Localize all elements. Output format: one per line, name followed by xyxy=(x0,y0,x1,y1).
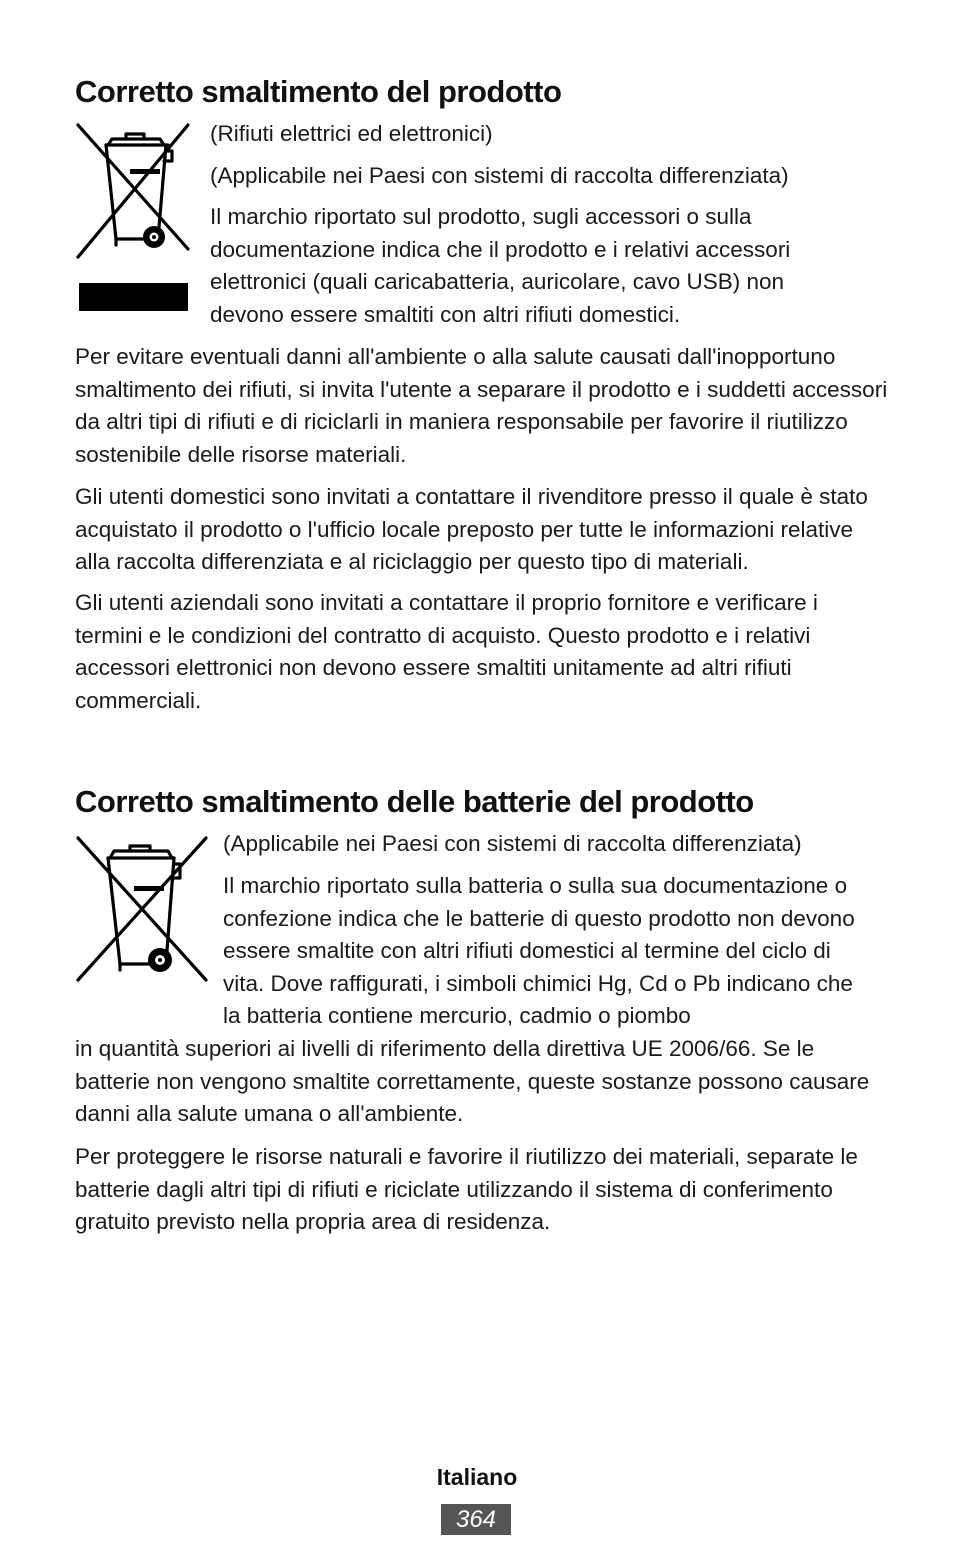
section2-mark-description: Il marchio riportato sulla batteria o sulla sua documentazione o confezione indica che le batterie di questo prodotto non devono essere smaltite con altri rifiuti domestici al termine del ciclo di vita. Dove raffigurati, i simboli chimici Hg, Cd o Pb indicano che la batteria contiene mercurio, cadmio o piombo xyxy=(223,873,855,1028)
crossed-out-wheelie-bin-icon xyxy=(74,121,194,313)
section2-mark-description-continued: in quantità superiori ai livelli di riferimento della direttiva UE 2006/66. Se le batterie non vengono smaltite correttamente, queste sostanze possono causare danni alla salute umana o all'ambiente. xyxy=(75,1036,870,1126)
section1-paragraph-business-users: Gli utenti aziendali sono invitati a contattare il proprio fornitore e verificare i termini e le condizioni del contratto di acquisto. Questo prodotto e i relativi accessori elettronici non devono essere smaltiti unitamente ad altri rifiuti commerciali. xyxy=(75,590,818,713)
page-number: 364 xyxy=(441,1504,511,1535)
crossed-out-battery-bin-icon xyxy=(74,834,210,984)
section1-applicability-note: (Applicabile nei Paesi con sistemi di raccolta differenziata) xyxy=(210,163,789,188)
section1-paragraph-domestic-users: Gli utenti domestici sono invitati a contattare il rivenditore presso il quale è stato acquistato il prodotto o l'ufficio locale preposto per tutte le informazioni relative alla raccolta differenziata e al riciclaggio per questo tipo di materiali. xyxy=(75,484,868,574)
section1-paragraph-environment: Per evitare eventuali danni all'ambiente o alla salute causati dall'inopportuno smaltimento dei rifiuti, si invita l'utente a separare il prodotto e i suddetti accessori da altri tipi di rifiuti e di riciclarli in maniera responsabile per favorire il riutilizzo sostenibile delle risorse materiali. xyxy=(75,344,888,467)
section2-applicability-note: (Applicabile nei Paesi con sistemi di raccolta differenziata) xyxy=(223,831,802,856)
section2-paragraph-protection: Per proteggere le risorse naturali e favorire il riutilizzo dei materiali, separate le batterie dagli altri tipi di rifiuti e riciclate utilizzando il sistema di conferimento gratuito previsto nella propria area di residenza. xyxy=(75,1144,858,1234)
section1-title: Corretto smaltimento del prodotto xyxy=(75,74,562,109)
footer-language: Italiano xyxy=(436,1464,518,1490)
section1-mark-description: Il marchio riportato sul prodotto, sugli accessori o sulla documentazione indica che il prodotto e i relativi accessori elettronici (quali caricabatteria, auricolare, cavo USB) non devono essere smaltiti con altri rifiuti domestici. xyxy=(210,204,791,327)
section1-subtitle-weee: (Rifiuti elettrici ed elettronici) xyxy=(210,121,493,146)
section2-title: Corretto smaltimento delle batterie del prodotto xyxy=(75,784,754,819)
